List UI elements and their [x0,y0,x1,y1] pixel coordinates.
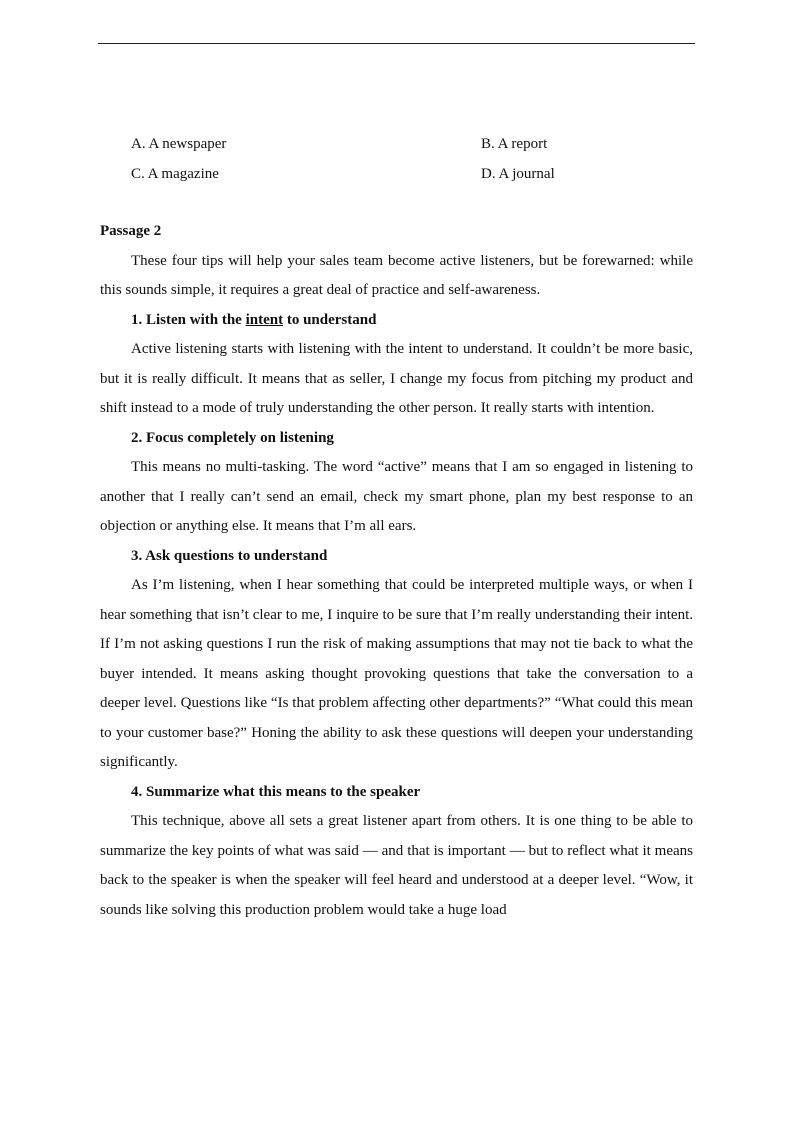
passage-intro: These four tips will help your sales team become active listeners, but be forewarned: while this sounds simple, it requires a great deal of practice and self-awareness. [100,252,693,298]
tip-1-heading-pre: 1. Listen with the [131,311,246,328]
passage-title: Passage 2 [100,223,162,239]
tip-1-heading-post: to understand [283,311,377,328]
tip-4-heading: 4. Summarize what this means to the speaker [131,783,421,800]
option-c: C. A magazine [131,165,219,182]
option-b: B. A report [481,136,548,152]
tip-2-body: This means no multi-tasking. The word “active” means that I am so engaged in listening to another that I really can’t send an email, check my smart phone, plan my best response to an objection or anything else. It means that I’m all ears. [100,459,693,534]
tip-1-heading-underlined: intent [245,311,284,328]
tip-4-body: This technique, above all sets a great listener apart from others. It is one thing to be able to summarize the key points of what was said — and that is important — but to reflect what it means back to the speaker is when the speaker will feel heard and understood at a deeper level. “Wow, it sounds like solving this production problem would take a huge load [100,813,693,918]
answer-options [131,130,693,189]
tip-2-heading: 2. Focus completely on listening [131,429,334,446]
tip-1-heading [131,306,693,336]
option-d: D. A journal [481,165,555,182]
header-rule [98,43,695,44]
page-content [100,130,693,925]
tip-1-body: Active listening starts with listening with the intent to understand. It couldn’t be more basic, but it is really difficult. It means that as seller, I change my focus from pitching my product and shift instead to a mode of truly understanding the other person. It really starts with intention. [100,341,693,416]
tip-3-heading: 3. Ask questions to understand [131,547,328,564]
option-a: A. A newspaper [131,136,227,152]
tip-3-body: As I’m listening, when I hear something that could be interpreted multiple ways, or when I hear something that isn’t clear to me, I inquire to be sure that I’m really understanding their intent. If I’m not asking questions I run the risk of making assumptions that may not tie back to what the buyer intended. It means asking thought provoking questions that take the conversation to a deeper level. Questions like “Is that problem affecting other departments?” “What could this mean to your customer base?” Honing the ability to ask these questions will deepen your understanding significantly. [100,577,693,770]
